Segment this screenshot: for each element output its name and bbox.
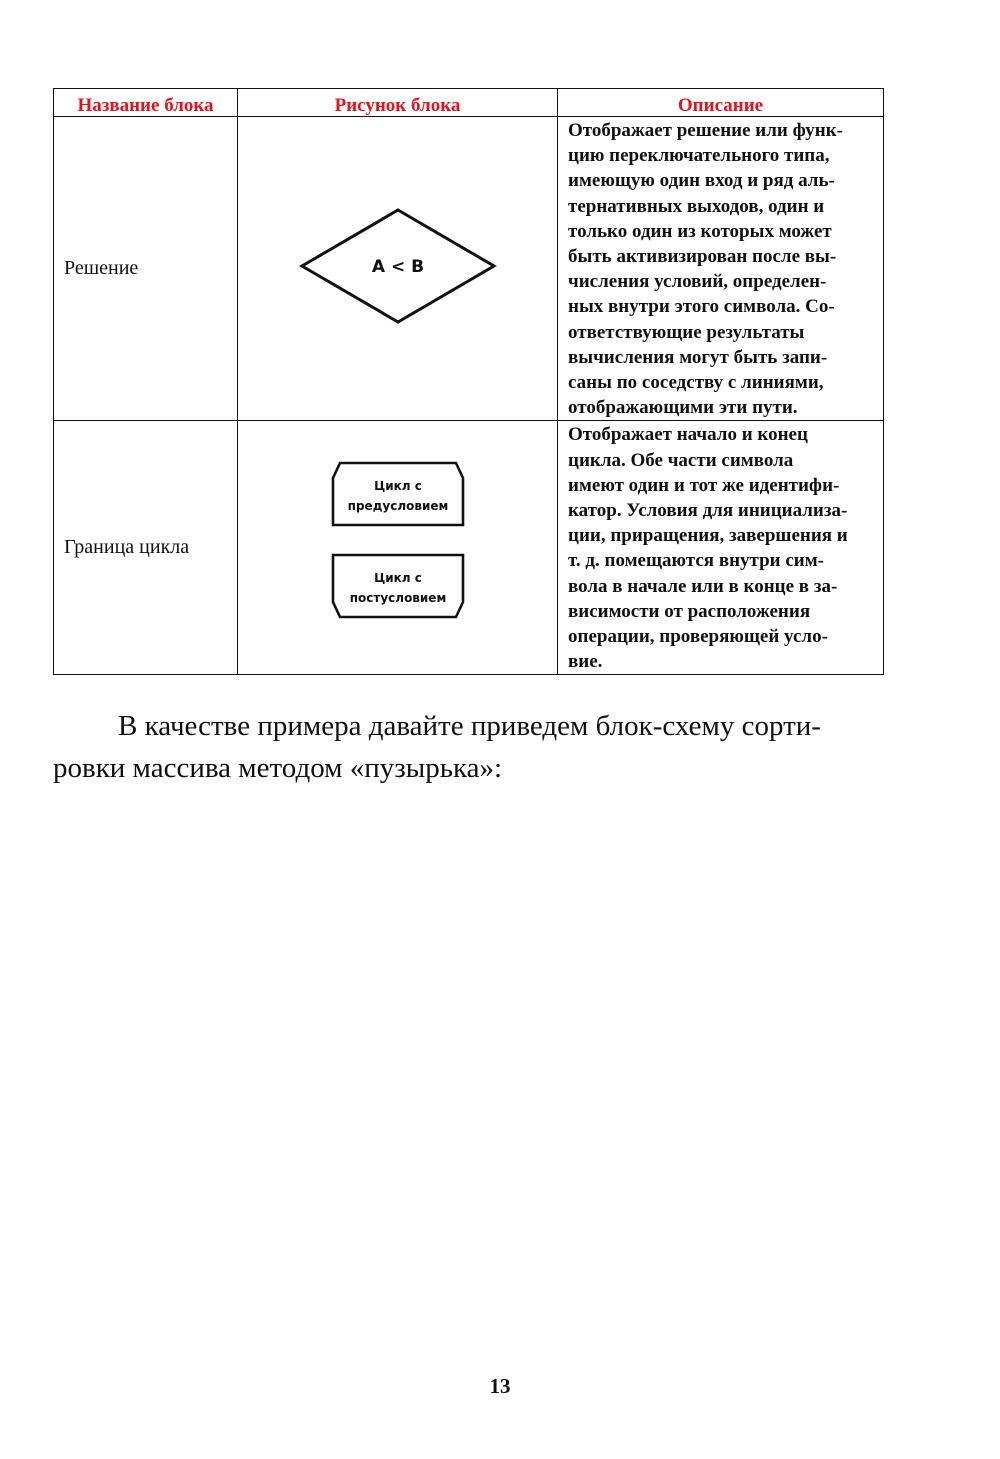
description-line: вие. (568, 651, 603, 673)
header-block-figure: Рисунок блока (238, 89, 558, 117)
loop-end-label-line2: постусловием (349, 591, 446, 606)
description-line: тернативных выходов, один и (568, 195, 825, 217)
description-line: саны по соседству с линиями, (568, 372, 824, 394)
description-line: отображающими эти пути. (568, 397, 798, 419)
table-header-row (54, 89, 884, 117)
description-line: Отображает решение или функ- (568, 120, 843, 141)
block-description-decision (558, 117, 884, 421)
block-description-loop-boundary (558, 421, 884, 675)
description-line: ции, приращения, завершения и (568, 525, 848, 547)
description-line: цию переключательного типа, (568, 145, 830, 167)
block-figure-loop-boundary (238, 421, 558, 675)
description-line: вычисления могут быть запи- (568, 346, 828, 368)
loop-end-shape (333, 555, 463, 617)
flowchart-blocks-table (53, 88, 884, 675)
loop-end-label-line1: Цикл с (373, 571, 422, 586)
description-line: ответствующие результаты (568, 321, 805, 343)
description-line: цикла. Обе части символа (568, 449, 794, 471)
description-line: т. д. помещаются внутри сим- (568, 550, 824, 572)
description-line: только один из которых может (568, 220, 832, 242)
decision-condition-label: A < B (371, 257, 424, 278)
description-line: ных внутри этого символа. Со- (568, 296, 835, 318)
table-row-loop-boundary (54, 421, 884, 675)
decision-diamond-figure (298, 206, 498, 326)
block-name-decision: Решение (54, 117, 238, 421)
paragraph-line: В качестве примера давайте приведем блок-схему сорти- (118, 710, 821, 742)
loop-start-label-line2: предусловием (347, 499, 448, 514)
description-line: висимости от расположения (568, 600, 811, 622)
loop-start-label-line1: Цикл с (373, 479, 422, 494)
loop-start-shape (333, 463, 463, 525)
description-line: имеют один и тот же идентифи- (568, 474, 840, 496)
page-number: 13 (489, 1374, 511, 1398)
description-line: быть активизирован после вы- (568, 246, 837, 268)
description-line: Отображает начало и конец (568, 424, 808, 446)
table-row-decision (54, 117, 884, 421)
description-line: имеющую один вход и ряд аль- (568, 170, 835, 192)
block-name-loop-boundary: Граница цикла (54, 421, 238, 675)
description-line: катор. Условия для инициализа- (568, 500, 848, 522)
description-line: операции, проверяющей усло- (568, 626, 828, 648)
description-line: вола в начале или в конце в за- (568, 575, 838, 597)
block-figure-decision (238, 117, 558, 421)
body-paragraph (53, 705, 893, 789)
loop-boundary-figures (328, 460, 468, 630)
description-line: числения условий, определен- (568, 271, 827, 293)
header-description: Описание (558, 89, 884, 117)
paragraph-line: ровки массива методом «пузырька»: (53, 752, 503, 784)
header-block-name: Название блока (54, 89, 238, 117)
